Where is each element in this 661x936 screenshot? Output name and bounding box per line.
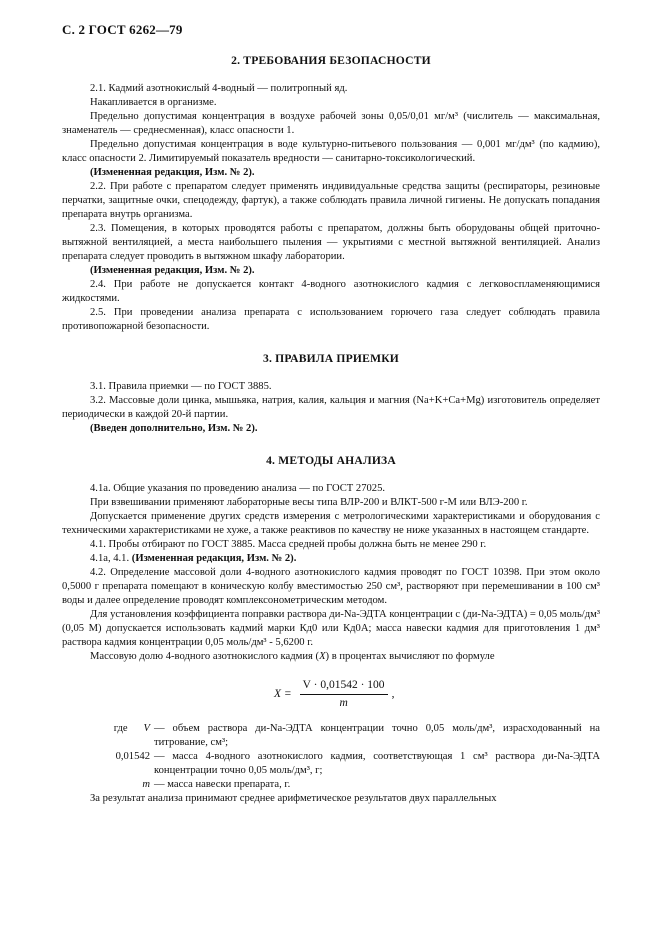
section-4-title: 4. МЕТОДЫ АНАЛИЗА (266, 454, 396, 467)
legend-where-label: где (113, 723, 128, 734)
clause-ref: 4.1а, 4.1. (90, 553, 130, 564)
formula-tail: , (391, 688, 395, 700)
amendment-note: (Измененная редакция, Изм. № 2). (90, 167, 255, 178)
legend-v-definition: — объем раствора ди-Na-ЭДТА концентрации точно 0,05 моль/дм³, израсходованный на титрование, см³; (154, 723, 600, 748)
formula (274, 678, 394, 710)
legend-m-symbol: m (142, 779, 150, 790)
paragraph-other-instruments: Допускается применение других средств измерения с метрологическими характеристиками и оборудования с техническими характеристиками не хуже, а также реактивов по качеству не ниже указанных в настоящем стандарте. (62, 511, 600, 536)
paragraph-pdk-water: Предельно допустимая концентрация в воде культурно-питьевого пользования — 0,001 мг/дм³ (по кадмию), класс опасности 2. Лимитируемый показатель вредности — санитарно-токсикологический. (62, 139, 600, 164)
legend-m-definition: — масса навески препарата, г. (154, 779, 291, 790)
paragraph-edta: Для установления коэффициента поправки раствора ди-Na-ЭДТА концентрации с (ди-Na-ЭДТА) = 0,05 моль/дм³ (0,05 М) допускается использовать кадмий марки Кд0 или Кд0А; масса навески кадмия для приготовления 1 дм³ раствора кадмия концентрации 0,05 моль/дм³ - 5,6200 г. (62, 609, 600, 648)
paragraph-2-2: 2.2. При работе с препаратом следует применять индивидуальные средства защиты (респираторы, резиновые перчатки, защитные очки, спецодежду, фартук), а также соблюдать правила личной гигиены. Не допускать попадания препарата внутрь организма. (62, 181, 600, 220)
paragraph-result: За результат анализа принимают среднее арифметическое результатов двух параллельных (90, 793, 497, 804)
paragraph-4-2: 4.2. Определение массовой доли 4-водного азотнокислого кадмия проводят по ГОСТ 10398. При этом около 0,5000 г препарата помещают в коническую колбу вместимостью 250 см³, растворяют при перемешивании в 100 см³ воды и далее определение проводят комплексонометрическим методом. (62, 567, 600, 606)
amendment-note: (Измененная редакция, Изм. № 2). (90, 265, 255, 276)
document-body (62, 54, 600, 806)
legend-row-v-symbol (62, 722, 150, 750)
paragraph-2-5: 2.5. При проведении анализа препарата с использованием горючего газа следует соблюдать правила противопожарной безопасности. (62, 307, 600, 332)
amendment-note: (Введен дополнительно, Изм. № 2). (90, 423, 258, 434)
variable-legend (62, 722, 600, 792)
formula-lhs: X = (274, 688, 292, 700)
amendment-note: (Измененная редакция, Изм. № 2). (131, 553, 297, 564)
section-3-title: 3. ПРАВИЛА ПРИЕМКИ (262, 352, 400, 365)
paragraph-2-1-accum: Накапливается в организме. (90, 97, 217, 108)
paragraph-4-1: 4.1. Пробы отбирают по ГОСТ 3885. Масса средней пробы должна быть не менее 290 г. (90, 539, 487, 550)
page-header: С. 2 ГОСТ 6262—79 (62, 22, 183, 37)
formula-numerator: V · 0,01542 · 100 (300, 678, 388, 695)
legend-m-symbol-cell (62, 778, 150, 792)
paragraph-2-4: 2.4. При работе не допускается контакт 4-водного азотнокислого кадмия с легковоспламеняющимися жидкостями. (62, 279, 600, 304)
paragraph-formula-intro (62, 650, 600, 664)
formula-fraction (300, 678, 388, 710)
legend-k-symbol: 0,01542 (115, 751, 150, 762)
paragraph-pdk-air: Предельно допустимая концентрация в воздухе рабочей зоны 0,05/0,01 мг/м³ (числитель — максимальная, знаменатель — среднесменная), класс опасности 1. (62, 111, 600, 136)
paragraph-scales: При взвешивании применяют лабораторные весы типа ВЛР-200 и ВЛКТ-500 г-М или ВЛЭ-200 г. (90, 497, 528, 508)
paragraph-3-1: 3.1. Правила приемки — по ГОСТ 3885. (90, 381, 272, 392)
paragraph-3-2: 3.2. Массовые доли цинка, мышьяка, натрия, калия, кальция и магния (Na+K+Ca+Mg) изготовитель определяет периодически в каждой 20-й партии. (62, 395, 600, 420)
legend-k-definition: — масса 4-водного азотнокислого кадмия, соответствующая 1 см³ раствора ди-Na-ЭДТА концентрации точно 0,05 моль/дм³, г; (154, 751, 600, 776)
paragraph-4-1a: 4.1а. Общие указания по проведению анализа — по ГОСТ 27025. (90, 483, 386, 494)
paragraph-2-3: 2.3. Помещения, в которых проводятся работы с препаратом, должны быть оборудованы общей приточно-вытяжной вентиляцией, а места наибольшего пыления — укрытиями с местной вытяжной вентиляцией. Анализ препарата следует проводить в вытяжном шкафу лаборатории. (62, 223, 600, 262)
formula-block (62, 674, 600, 714)
paragraph-4-1-amendment (62, 552, 600, 566)
legend-v-symbol: V (143, 723, 150, 734)
paragraph-2-1: 2.1. Кадмий азотнокислый 4-водный — политропный яд. (90, 83, 348, 94)
variable-x: X (319, 651, 326, 662)
formula-intro-text-end: ) в процентах вычисляют по формуле (325, 651, 495, 662)
formula-intro-text: Массовую долю 4-водного азотнокислого кадмия ( (90, 651, 320, 662)
section-2-title: 2. ТРЕБОВАНИЯ БЕЗОПАСНОСТИ (231, 54, 431, 67)
formula-denominator: m (339, 697, 348, 709)
